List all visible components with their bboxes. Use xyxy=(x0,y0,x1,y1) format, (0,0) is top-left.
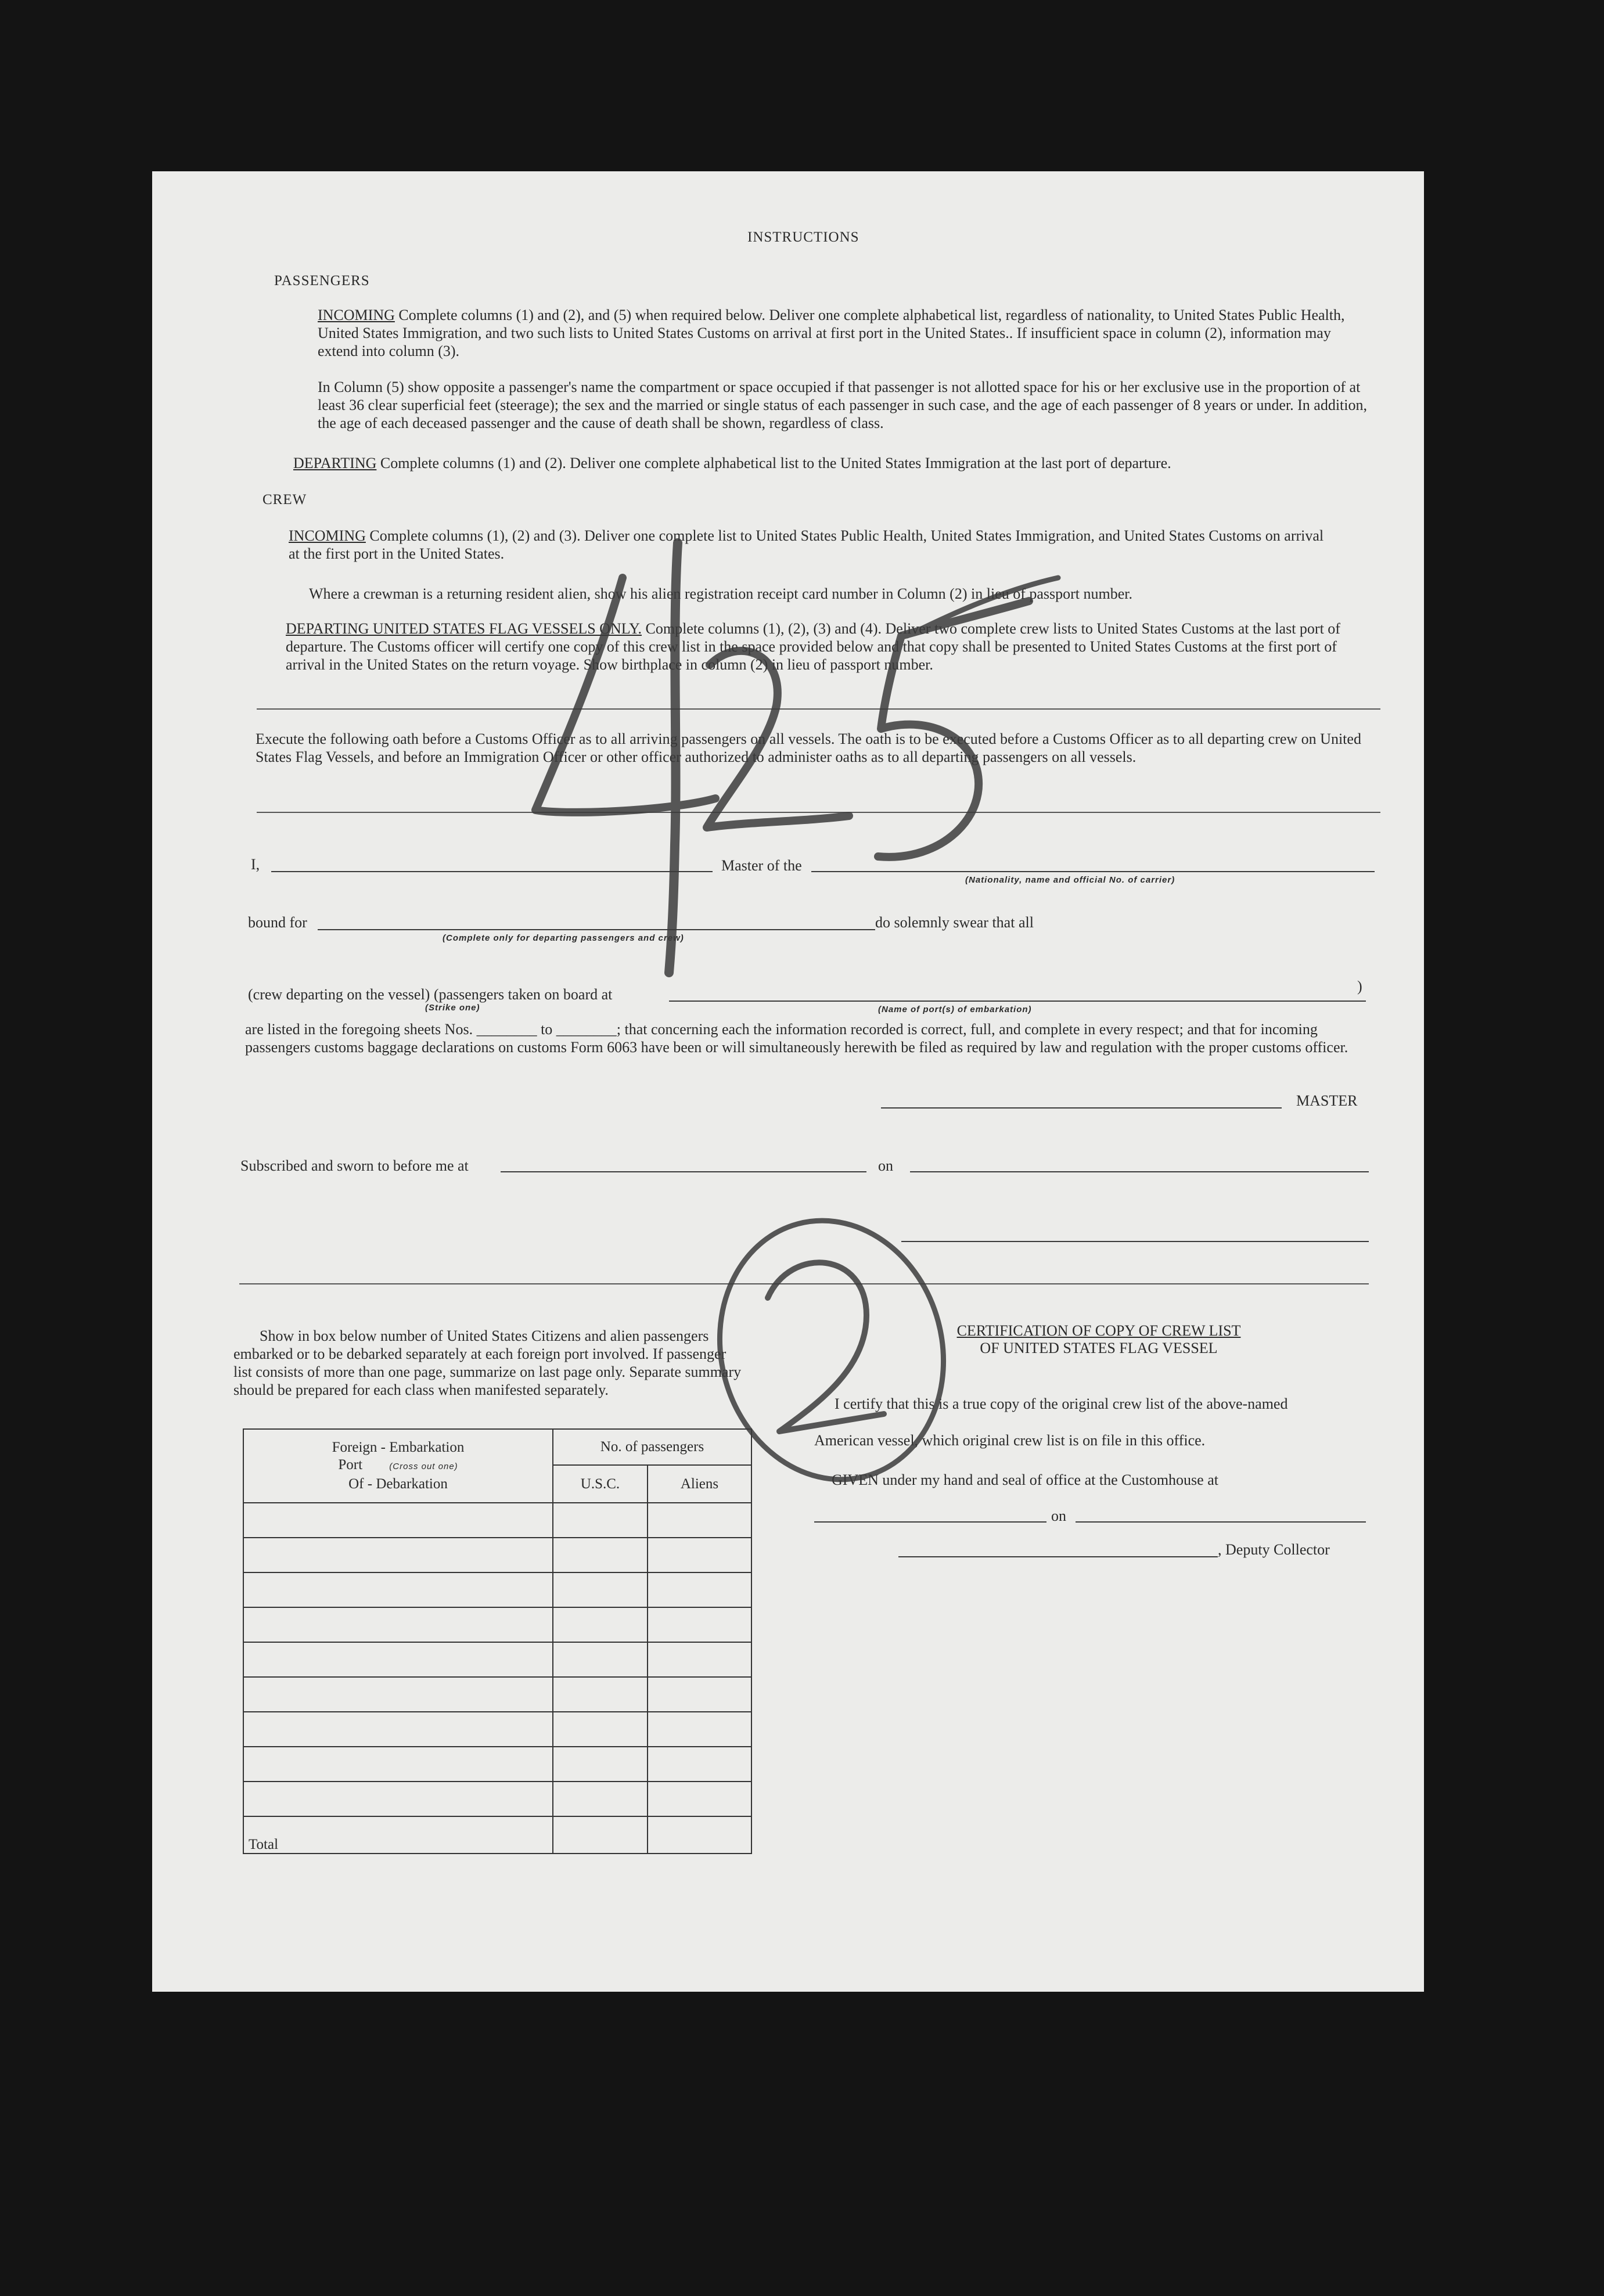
aliens-cell[interactable] xyxy=(648,1503,751,1538)
deputy-collector-label: , Deputy Collector xyxy=(1218,1541,1330,1558)
aliens-cell[interactable] xyxy=(648,1747,751,1782)
usc-cell[interactable] xyxy=(553,1642,648,1677)
table-row xyxy=(243,1538,751,1572)
usc-cell[interactable] xyxy=(553,1712,648,1747)
aliens-cell[interactable] xyxy=(648,1642,751,1677)
usc-cell[interactable] xyxy=(553,1503,648,1538)
port-cell[interactable] xyxy=(243,1712,553,1747)
deputy-collector-signature-field[interactable] xyxy=(898,1556,1218,1557)
passengers-departing-paragraph xyxy=(293,454,1373,472)
master-label: MASTER xyxy=(1296,1092,1358,1109)
divider xyxy=(257,812,1380,813)
crew-departing-text: Complete columns (1), (2), (3) and (4). Deliver two complete crew lists to United States Customs at the last port of departure. The Customs officer will certify one copy of this crew list in the space provided below and that copy shall be presented to United States Customs at the first port of arrival in the United States on the return voyage. Show birthplace in column (2) in lieu of passport number. xyxy=(286,620,1340,673)
port-label: Port xyxy=(338,1457,363,1473)
aliens-column-header: Aliens xyxy=(648,1465,751,1503)
bound-for-label: bound for xyxy=(248,914,307,931)
port-cell[interactable] xyxy=(243,1677,553,1712)
carrier-field[interactable] xyxy=(811,871,1375,872)
master-signature-field[interactable] xyxy=(881,1107,1282,1109)
passengers-incoming-text: Complete columns (1) and (2), and (5) when required below. Deliver one complete alphabetical list, regardless of nationality, to United States Public Health, United States Immigration, and two such lists to United States Customs on arrival at first port in the United States.. If insufficient space in column (2), information may extend into column (3). xyxy=(318,307,1345,359)
oath-intro: Execute the following oath before a Customs Officer as to all arriving passengers on all vessels. The oath is to be executed before a Customs Officer as to all departing crew on United States Flag Vessels, and before an Immigration Officer or other officer authorized to administer oaths as to all departing passengers on all vessels. xyxy=(256,730,1361,765)
embarkation-ports-field[interactable] xyxy=(669,1001,1366,1002)
given-text: GIVEN under my hand and seal of office at the Customhouse at xyxy=(832,1471,1218,1488)
close-paren: ) xyxy=(1357,978,1362,995)
table-row xyxy=(243,1642,751,1677)
aliens-cell[interactable] xyxy=(648,1712,751,1747)
passengers-departing-label: DEPARTING xyxy=(293,455,377,472)
oath-listed-text: are listed in the foregoing sheets Nos. ________ to ________; that concerning each the information recorded is correct, full, and complete in every respect; and that for incoming passengers customs baggage declarations on customs Form 6063 have been or will simultaneously herewith be filed as required by law and regulation with the proper customs officer. xyxy=(245,1021,1348,1056)
subscribed-label: Subscribed and sworn to before me at xyxy=(240,1157,469,1174)
embarkation-label: Foreign - Embarkation xyxy=(332,1440,465,1455)
cross-out-caption: (Cross out one) xyxy=(389,1462,458,1471)
crew-departing-text: (crew departing on the vessel) (passengers taken on board at xyxy=(248,986,613,1003)
aliens-cell[interactable] xyxy=(648,1538,751,1572)
certification-title xyxy=(913,1322,1285,1357)
crew-incoming-text: Complete columns (1), (2) and (3). Deliver one complete list to United States Public Health, United States Immigration, and United States Customs on arrival at the first port in the United States. xyxy=(289,527,1324,562)
usc-column-header: U.S.C. xyxy=(553,1465,648,1503)
passengers-incoming-paragraph xyxy=(318,306,1369,360)
crew-departing-paragraph xyxy=(286,620,1372,674)
bound-for-field[interactable] xyxy=(318,929,875,930)
document-page xyxy=(152,171,1424,1992)
crew-incoming-paragraph xyxy=(289,527,1334,563)
passengers-count-header: No. of passengers xyxy=(553,1429,751,1465)
aliens-cell[interactable] xyxy=(648,1677,751,1712)
nationality-caption: (Nationality, name and official No. of carrier) xyxy=(965,875,1175,885)
certification-on-label: on xyxy=(1051,1507,1066,1524)
aliens-cell[interactable] xyxy=(648,1782,751,1816)
certification-title-line1: CERTIFICATION OF COPY OF CREW LIST xyxy=(956,1322,1241,1339)
certify-text-line1: I certify that this is a true copy of the original crew list of the above-named xyxy=(835,1395,1288,1412)
port-cell[interactable] xyxy=(243,1572,553,1607)
table-row xyxy=(243,1572,751,1607)
usc-total-cell[interactable] xyxy=(553,1816,648,1854)
port-cell[interactable] xyxy=(243,1538,553,1572)
sworn-place-field[interactable] xyxy=(501,1171,866,1172)
sworn-date-field[interactable] xyxy=(910,1171,1369,1172)
usc-cell[interactable] xyxy=(553,1538,648,1572)
table-row xyxy=(243,1747,751,1782)
usc-cell[interactable] xyxy=(553,1572,648,1607)
crew-resident-alien-paragraph: Where a crewman is a returning resident alien, show his alien registration receipt card number in Column (2) in lieu of passport number. xyxy=(309,585,1133,602)
usc-cell[interactable] xyxy=(553,1677,648,1712)
port-cell[interactable] xyxy=(243,1503,553,1538)
divider xyxy=(257,708,1380,710)
passengers-departing-text: Complete columns (1) and (2). Deliver one complete alphabetical list to the United States Immigration at the last port of departure. xyxy=(380,455,1171,472)
on-label: on xyxy=(878,1157,893,1174)
do-swear-label: do solemnly swear that all xyxy=(875,914,1034,931)
oath-i-label: I, xyxy=(251,856,260,873)
certification-title-line2: OF UNITED STATES FLAG VESSEL xyxy=(980,1340,1218,1356)
certification-date-field[interactable] xyxy=(1076,1521,1366,1523)
passenger-summary-table xyxy=(243,1428,752,1854)
officer-signature-field[interactable] xyxy=(901,1241,1369,1242)
passengers-heading: PASSENGERS xyxy=(274,273,370,289)
total-label: Total xyxy=(243,1816,553,1854)
usc-cell[interactable] xyxy=(553,1782,648,1816)
aliens-cell[interactable] xyxy=(648,1607,751,1642)
table-row xyxy=(243,1503,751,1538)
crew-incoming-label: INCOMING xyxy=(289,527,366,544)
table-row xyxy=(243,1607,751,1642)
table-header-row xyxy=(243,1429,751,1465)
page-title: INSTRUCTIONS xyxy=(747,229,859,245)
port-column-header xyxy=(243,1429,553,1503)
table-row xyxy=(243,1677,751,1712)
total-row xyxy=(243,1816,751,1854)
usc-cell[interactable] xyxy=(553,1607,648,1642)
usc-cell[interactable] xyxy=(553,1747,648,1782)
certify-text-line2: American vessel, which original crew list is on file in this office. xyxy=(814,1432,1206,1449)
port-cell[interactable] xyxy=(243,1607,553,1642)
port-cell[interactable] xyxy=(243,1642,553,1677)
ports-caption: (Name of port(s) of embarkation) xyxy=(878,1005,1032,1014)
port-cell[interactable] xyxy=(243,1782,553,1816)
divider xyxy=(239,1283,1369,1284)
crew-departing-label: DEPARTING UNITED STATES FLAG VESSELS ONLY. xyxy=(286,620,642,637)
debarkation-label: Of - Debarkation xyxy=(348,1476,448,1492)
master-of-the-label: Master of the xyxy=(721,857,802,874)
strike-one-caption: (Strike one) xyxy=(425,1003,480,1013)
summary-instructions: Show in box below number of United States Citizens and alien passengers embarked or to be debarked separately at each foreign port involved. If passenger list consists of more than one page, summarize on last page only. Separate summary should be prepared for each class when manifested separately. xyxy=(233,1327,742,1398)
table-row xyxy=(243,1782,751,1816)
bound-caption: (Complete only for departing passengers and crew) xyxy=(443,933,684,943)
crew-heading: CREW xyxy=(262,492,307,508)
aliens-cell[interactable] xyxy=(648,1572,751,1607)
customhouse-field[interactable] xyxy=(814,1521,1046,1523)
passengers-incoming-label: INCOMING xyxy=(318,307,395,323)
aliens-total-cell[interactable] xyxy=(648,1816,751,1854)
table-row xyxy=(243,1712,751,1747)
port-cell[interactable] xyxy=(243,1747,553,1782)
handwritten-4-stroke xyxy=(535,578,715,812)
passengers-column5-paragraph: In Column (5) show opposite a passenger's name the compartment or space occupied if that passenger is not allotted space for his or her exclusive use in the proportion of at least 36 clear superficial feet (steerage); the sex and the married or single status of each passenger in such case, and the age of each passenger of 8 years or under. In addition, the age of each deceased passenger and the cause of death shall be shown, regardless of class. xyxy=(318,379,1367,431)
master-name-field[interactable] xyxy=(271,871,713,872)
